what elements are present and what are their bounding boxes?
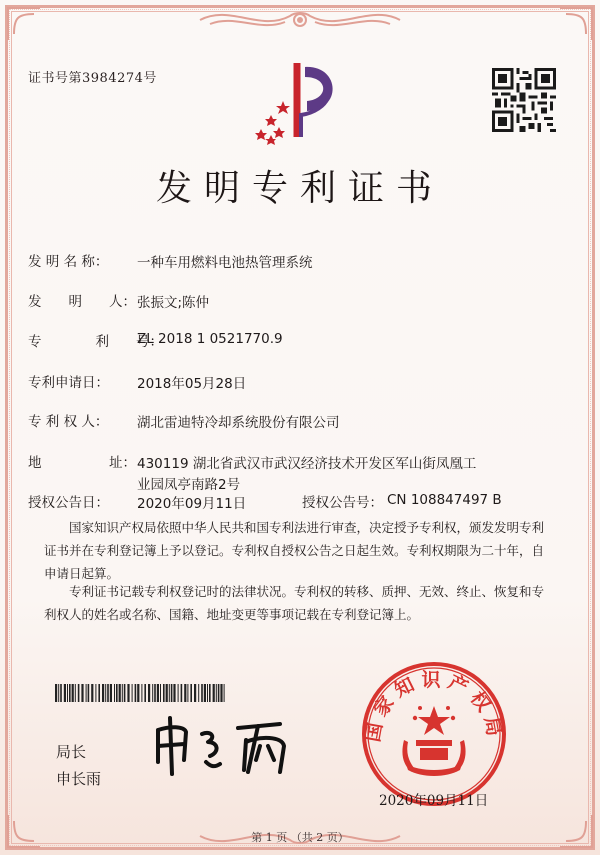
inventor-label: 发 明 人：	[28, 294, 136, 310]
grant-date: 2020年09月11日	[137, 496, 247, 512]
grant-statement-line: 证书并在专利登记簿上予以登记。专利权自授权公告之日起生效。专利权期限为二十年，自	[44, 543, 545, 558]
qr-code-icon	[492, 68, 556, 132]
corner-ornament-icon	[4, 4, 44, 44]
seal-date: 2020年09月11日	[379, 793, 489, 809]
patentee: 湖北雷迪特冷却系统股份有限公司	[137, 415, 340, 431]
cnipa-logo-icon	[245, 55, 355, 145]
filing-date: 2018年05月28日	[137, 376, 247, 392]
signature-icon	[150, 712, 300, 782]
filing-date-label: 专利申请日：	[28, 375, 109, 391]
director-role: 局长	[56, 743, 87, 761]
grant-statement	[44, 516, 544, 585]
grant-date-label: 授权公告日：	[28, 495, 109, 511]
page-number: 第 1 页 （共 2 页）	[251, 831, 349, 844]
patent-no: ZL 2018 1 0521770.9	[137, 331, 283, 347]
patent-no-label: 专 利 号：	[28, 334, 163, 350]
seal-icon	[360, 660, 508, 808]
certificate-number: 证书号第3984274号	[28, 71, 157, 86]
top-ornament-icon	[190, 2, 410, 38]
invention-name-label: 发 明 名 称：	[28, 254, 109, 270]
address-line-1: 430119 湖北省武汉市武汉经济技术开发区军山街凤凰工	[137, 456, 477, 472]
patentee-label: 专 利 权 人：	[28, 414, 109, 430]
legal-status-statement	[44, 580, 544, 626]
seal-text: 国家知识产权局	[361, 669, 507, 744]
invention-name: 一种车用燃料电池热管理系统	[137, 255, 313, 271]
grant-no-label: 授权公告号：	[302, 495, 383, 511]
director-name: 申长雨	[56, 770, 102, 788]
corner-ornament-icon	[556, 4, 596, 44]
grant-no: CN 108847497 B	[387, 492, 502, 508]
address-line-2: 业园凤亭南路2号	[137, 477, 241, 493]
barcode-icon	[55, 684, 227, 702]
legal-status-line: 利权人的姓名或名称、国籍、地址变更等事项记载在专利登记簿上。	[44, 607, 420, 622]
inventor: 张振文;陈仲	[137, 295, 210, 311]
address-label: 地 址：	[28, 455, 136, 471]
legal-status-line: 专利证书记载专利权登记时的法律状况。专利权的转移、质押、无效、终止、恢复和专	[44, 584, 545, 599]
page-title: 发明专利证书	[155, 168, 444, 209]
svg-text:国家知识产权局	[362, 668, 506, 744]
grant-statement-line: 国家知识产权局依照中华人民共和国专利法进行审查，决定授予专利权，颁发发明专利	[44, 520, 545, 535]
grant-statement-line: 申请日起算。	[44, 566, 120, 581]
